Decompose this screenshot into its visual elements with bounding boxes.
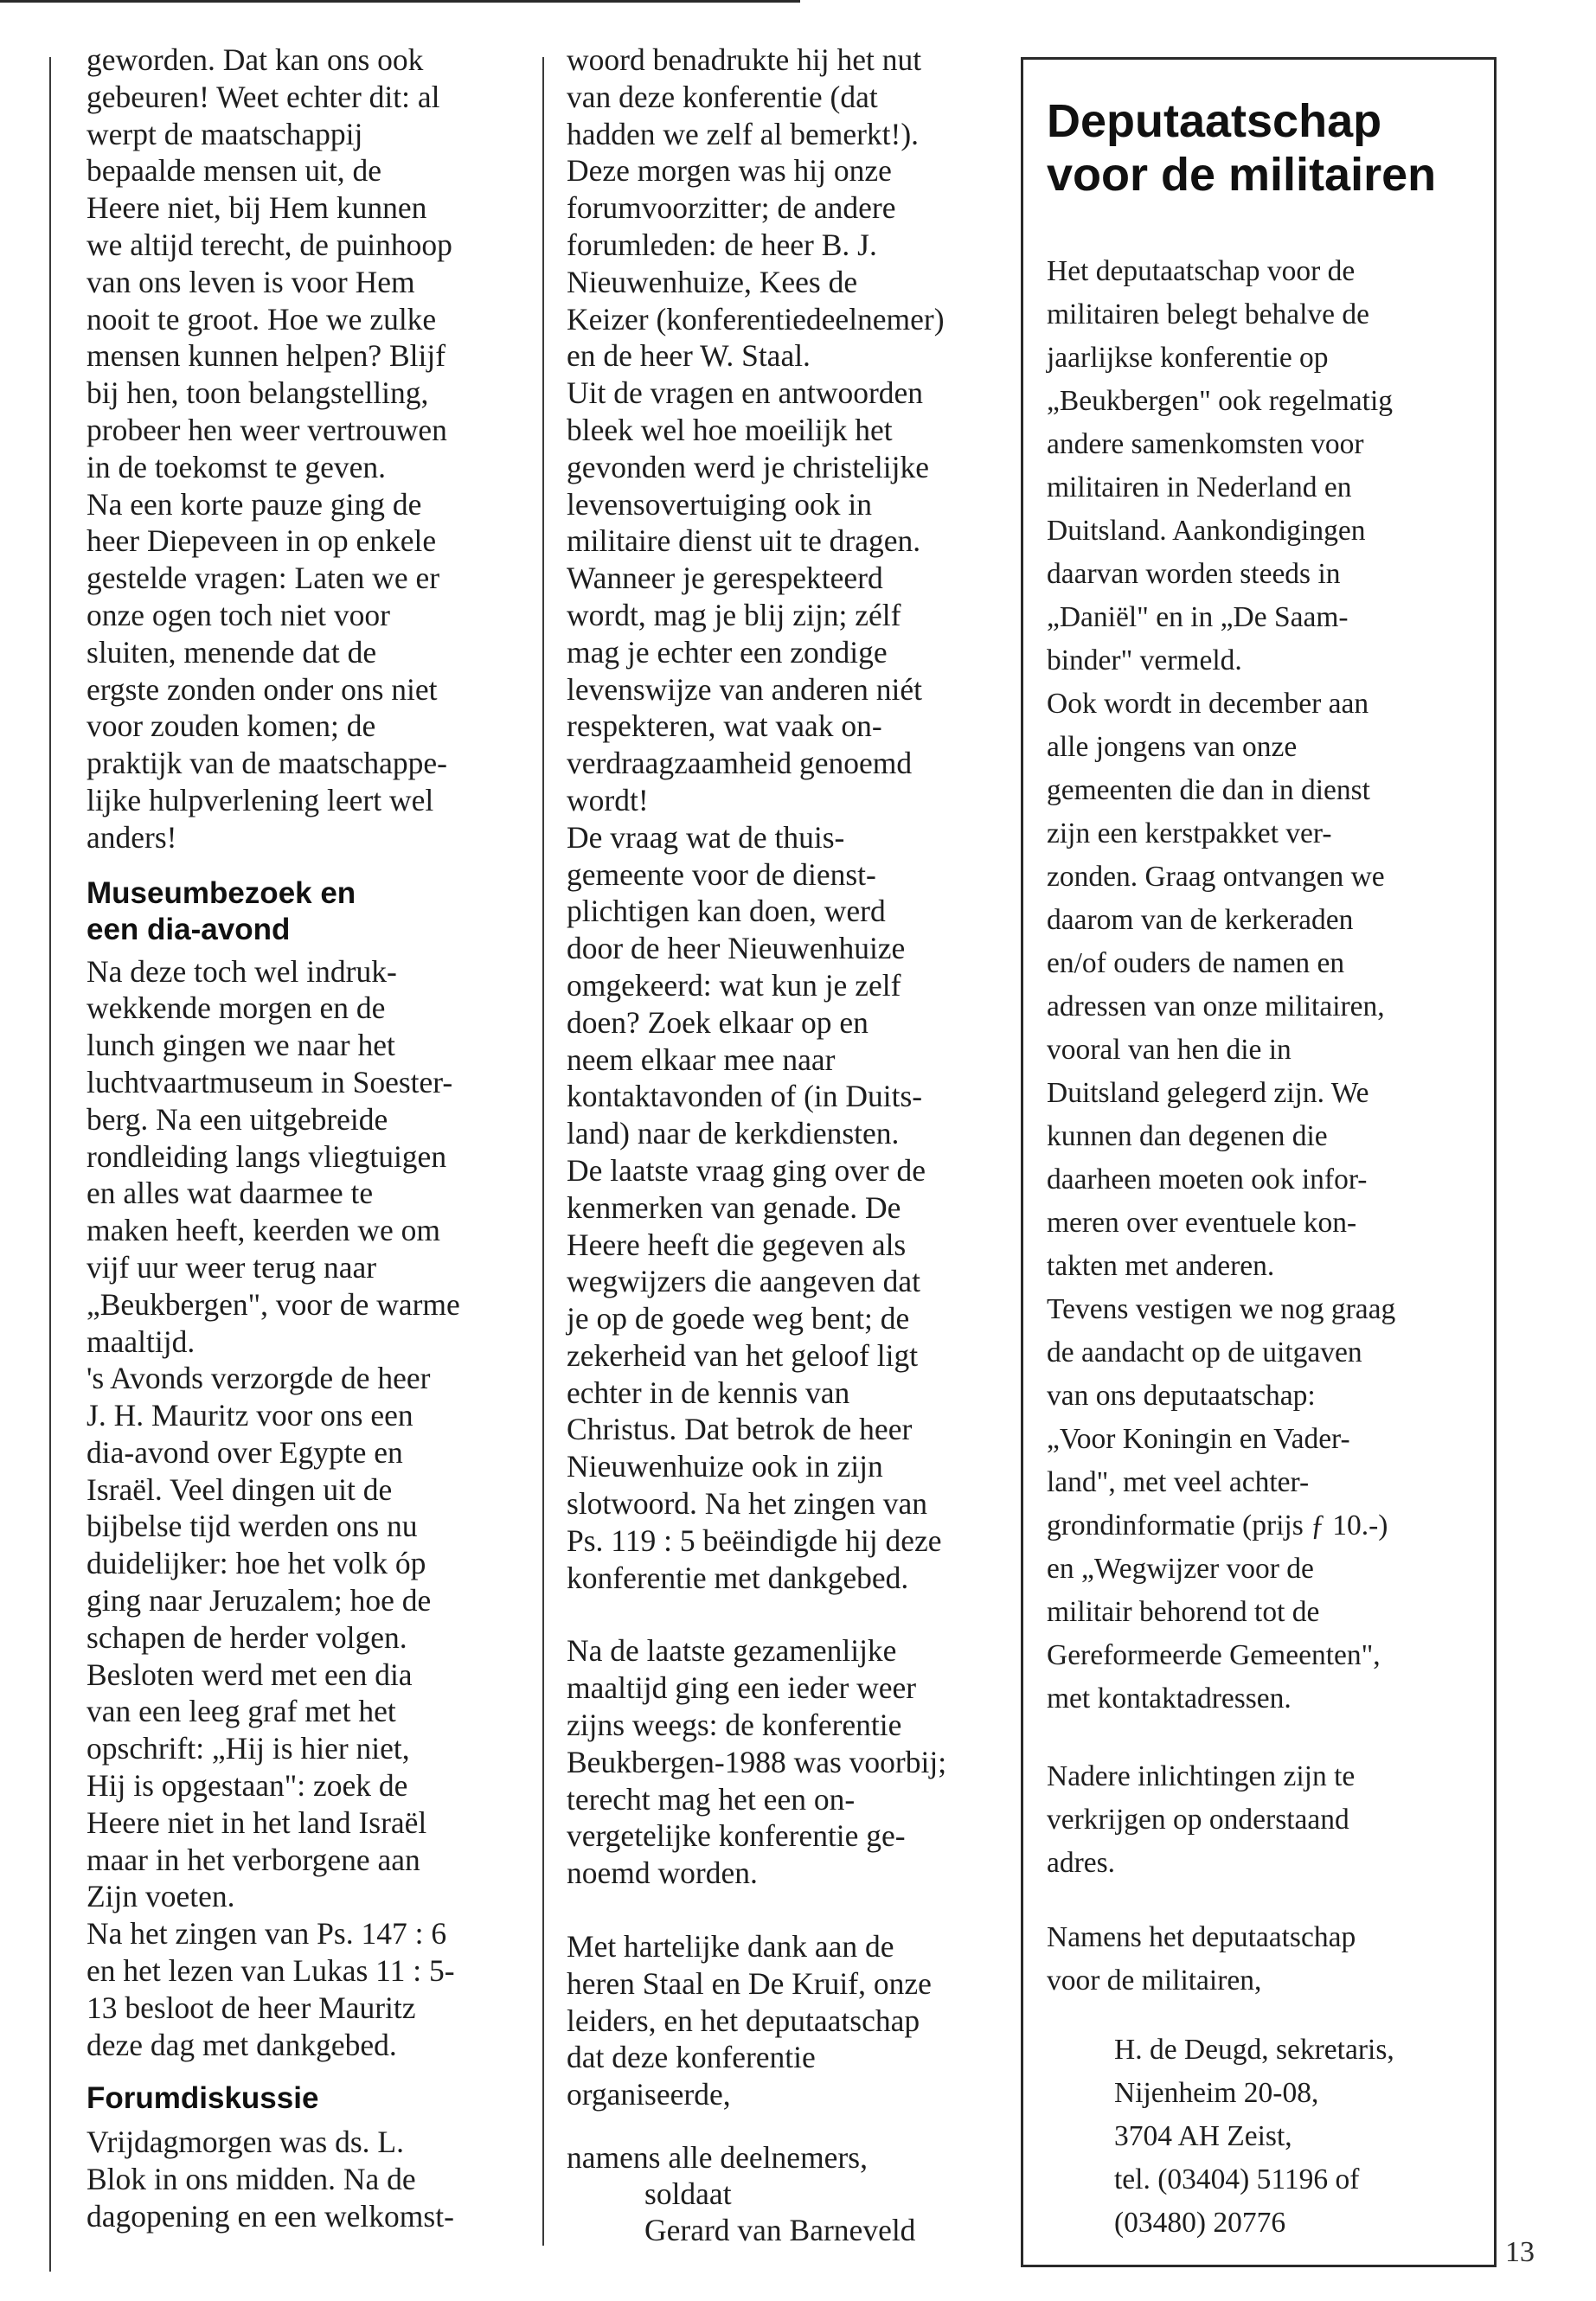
text-line: bleek wel hoe moeilijk het [567,412,893,447]
text-line: hadden we zelf al bemerkt!). [567,116,920,151]
article-text-col1-part3 [87,2124,519,2234]
sidebar-box-title [1047,94,1482,202]
text-line: meren over eventuele kon- [1047,1207,1357,1239]
text-line: rondleiding langs vliegtuigen [87,1138,447,1174]
text-line: De vraag wat de thuis- [567,819,845,855]
section-heading-museumbezoek [87,875,519,948]
text-line: Hij is opgestaan": zoek de [87,1768,408,1804]
text-line: forumleden: de heer B. J. [567,227,877,262]
text-line: organiseerde, [567,2077,731,2112]
contact-address [1114,2029,1482,2245]
text-line: Na een korte pauze ging de [87,486,422,522]
text-line: de aandacht op de uitgaven [1047,1336,1362,1368]
text-line: takten met anderen. [1047,1250,1275,1282]
text-line: heren Staal en De Kruif, onze [567,1965,932,2001]
column-one [87,42,519,2235]
text-line: land", met veel achter- [1047,1466,1310,1498]
article-text-col1-part1 [87,42,519,856]
text-line: Nieuwenhuize, Kees de [567,264,858,299]
text-line: andere samenkomsten voor [1047,428,1364,460]
heading-line: een dia-avond [87,912,291,946]
article-text-col1-part2 [87,953,519,2064]
text-line: verkrijgen op onderstaand [1047,1804,1349,1836]
text-line: vooral van hen die in [1047,1034,1292,1066]
text-line: land) naar de kerkdiensten. [567,1116,900,1151]
text-line: Na het zingen van Ps. 147 : 6 [87,1916,447,1952]
text-line: woord benadrukte hij het nut [567,42,922,77]
text-line: en „Wegwijzer voor de [1047,1553,1314,1585]
text-line: daarom van de kerkeraden [1047,904,1354,936]
text-line: anders! [87,819,177,855]
page-number: 13 [1505,2236,1535,2268]
text-line: terecht mag het een on- [567,1781,856,1817]
text-line: opschrift: „Hij is hier niet, [87,1731,410,1766]
text-line: binder" vermeld. [1047,644,1242,676]
text-line: kenmerken van genade. De [567,1189,901,1225]
text-line: Duitsland gelegerd zijn. We [1047,1077,1369,1109]
article-text-col2-part3 [567,1928,999,2113]
text-line: ergste zonden onder ons niet [87,671,438,707]
text-line: gemeente voor de dienst- [567,856,876,892]
text-line: werpt de maatschappij [87,116,363,151]
text-line: militairen in Nederland en [1047,471,1352,503]
signature-block [567,2139,999,2248]
text-line: met kontaktadressen. [1047,1682,1292,1715]
text-line: Duitsland. Aankondigingen [1047,515,1366,547]
text-line: neem elkaar mee naar [567,1042,836,1077]
text-line: respekteren, wat vaak on- [567,708,882,744]
text-line: lunch gingen we naar het [87,1028,395,1063]
text-line: schapen de herder volgen. [87,1619,407,1655]
text-line: en het lezen van Lukas 11 : 5- [87,1953,455,1989]
text-line: berg. Na een uitgebreide [87,1101,388,1137]
text-line: we altijd terecht, de puinhoop [87,227,452,262]
text-line: Besloten werd met een dia [87,1657,413,1692]
text-line: dat deze konferentie [567,2040,816,2075]
text-line: Vrijdagmorgen was ds. L. [87,2125,404,2160]
text-line: Beukbergen-1988 was voorbij; [567,1744,947,1779]
text-line: mag je echter een zondige [567,634,888,670]
text-line: mensen kunnen helpen? Blijf [87,338,446,374]
text-line: kontaktavonden of (in Duits- [567,1079,923,1114]
text-line: Israël. Veel dingen uit de [87,1471,393,1507]
text-line: gemeenten die dan in dienst [1047,774,1370,806]
text-line: echter in de kennis van [567,1375,850,1410]
text-line: wordt! [567,782,649,817]
text-line: levenswijze van anderen niét [567,671,923,707]
text-line: en/of ouders de namen en [1047,947,1345,979]
text-line: 's Avonds verzorgde de heer [87,1361,431,1396]
text-line: vijf uur weer terug naar [87,1249,377,1285]
text-line: militair behorend tot de [1047,1596,1320,1628]
text-line: kunnen dan degenen die [1047,1120,1328,1152]
section-heading-forumdiskussie: Forumdiskussie [87,2081,319,2116]
text-line: vergetelijke konferentie ge- [567,1818,906,1854]
signature-role: soldaat [644,2176,732,2212]
signature-line: namens alle deelnemers, [567,2140,868,2176]
text-line: noemd worden. [567,1856,758,1891]
text-line: (03480) 20776 [1114,2207,1286,2239]
text-line: maaltijd ging een ieder weer [567,1670,917,1706]
text-line: gestelde vragen: Laten we er [87,561,440,596]
text-line: Keizer (konferentiedeelnemer) [567,301,945,336]
text-line: tel. (03404) 51196 of [1114,2163,1360,2195]
top-rule [0,0,800,3]
text-line: onze ogen toch niet voor [87,597,390,632]
text-line: luchtvaartmuseum in Soester- [87,1064,453,1099]
text-line: levensovertuiging ook in [567,486,872,522]
heading-line: Museumbezoek en [87,875,356,910]
sidebar-text-part3 [1047,1916,1482,2003]
text-line: bijbelse tijd werden ons nu [87,1509,418,1544]
text-line: Nadere inlichtingen zijn te [1047,1760,1356,1792]
text-line: probeer hen weer vertrouwen [87,412,447,447]
text-line: Heere niet, bij Hem kunnen [87,190,427,226]
text-line: zekerheid van het geloof ligt [567,1337,919,1373]
text-line: Gereformeerde Gemeenten", [1047,1639,1381,1671]
text-line: voor zouden komen; de [87,708,376,744]
text-line: Nijenheim 20-08, [1114,2077,1319,2109]
text-line: lijke hulpverlening leert wel [87,782,434,817]
text-line: wordt, mag je blij zijn; zélf [567,597,901,632]
signature-name: Gerard van Barneveld [644,2213,916,2248]
text-line: voor de militairen, [1047,1965,1262,1997]
text-line: van ons leven is voor Hem [87,264,415,299]
text-line: in de toekomst te geven. [87,449,387,484]
text-line: „Beukbergen" ook regelmatig [1047,385,1394,417]
text-line: dia-avond over Egypte en [87,1434,403,1470]
text-line: Wanneer je gerespekteerd [567,561,883,596]
text-line: Blok in ons midden. Na de [87,2162,416,2197]
left-margin-rule [49,57,51,2272]
text-line: bepaalde mensen uit, de [87,153,382,189]
text-line: Heere heeft die gegeven als [567,1227,907,1262]
text-line: gevonden werd je christelijke [567,449,929,484]
text-line: grondinformatie (prijs ƒ 10.-) [1047,1509,1388,1541]
sidebar-box-body [1047,250,1482,2245]
text-line: maaltijd. [87,1324,195,1359]
text-line: wegwijzers die aangeven dat [567,1264,921,1299]
text-line: Nieuwenhuize ook in zijn [567,1449,883,1484]
title-line: voor de militairen [1047,149,1437,201]
column-divider-rule [542,57,544,2246]
text-line: Met hartelijke dank aan de [567,1929,894,1965]
text-line: maar in het verborgene aan [87,1842,420,1877]
text-line: leiders, en het deputaatschap [567,2003,920,2038]
text-line: zijns weegs: de konferentie [567,1708,902,1743]
text-line: 3704 AH Zeist, [1114,2120,1292,2152]
text-line: adressen van onze militairen, [1047,990,1385,1022]
text-line: heer Diepeveen in op enkele [87,523,437,559]
text-line: en alles wat daarmee te [87,1176,374,1211]
text-line: zonden. Graag ontvangen we [1047,861,1385,893]
text-line: „Daniël" en in „De Saam- [1047,601,1349,633]
text-line: verdraagzaamheid genoemd [567,746,913,781]
text-line: militairen belegt behalve de [1047,298,1369,330]
text-line: konferentie met dankgebed. [567,1560,909,1595]
text-line: De laatste vraag ging over de [567,1152,926,1188]
article-text-col2-part1 [567,42,999,1596]
text-line: doen? Zoek elkaar op en [567,1004,869,1040]
text-line: Ook wordt in december aan [1047,688,1369,720]
text-line: adres. [1047,1847,1116,1879]
text-line: duidelijker: hoe het volk óp [87,1546,426,1581]
text-line: Tevens vestigen we nog graag [1047,1293,1396,1325]
text-line: geworden. Dat kan ons ook [87,42,424,77]
text-line: Zijn voeten. [87,1879,235,1914]
column-two [567,42,999,2248]
text-line: sluiten, menende dat de [87,634,377,670]
text-line: deze dag met dankgebed. [87,2027,397,2062]
text-line: nooit te groot. Hoe we zulke [87,301,437,336]
text-line: van een leeg graf met het [87,1694,396,1729]
text-line: praktijk van de maatschappe- [87,746,447,781]
text-line: van deze konferentie (dat [567,79,878,114]
text-line: J. H. Mauritz voor ons een [87,1398,413,1433]
text-line: daarheen moeten ook infor- [1047,1163,1368,1195]
text-line: jaarlijkse konferentie op [1047,342,1329,374]
text-line: forumvoorzitter; de andere [567,190,896,226]
text-line: Ps. 119 : 5 beëindigde hij deze [567,1522,942,1558]
text-line: alle jongens van onze [1047,731,1298,763]
text-line: H. de Deugd, sekretaris, [1114,2034,1394,2066]
text-line: Heere niet in het land Israël [87,1804,427,1840]
sidebar-box-inner [1047,94,1482,2245]
sidebar-text-part2 [1047,1755,1482,1885]
text-line: je op de goede weg bent; de [567,1301,910,1336]
text-line: ging naar Jeruzalem; hoe de [87,1583,432,1618]
text-line: „Beukbergen", voor de warme [87,1286,460,1322]
sidebar-box-deputaatschap [1021,57,1497,2267]
text-line: door de heer Nieuwenhuize [567,931,906,966]
text-line: omgekeerd: wat kun je zelf [567,967,901,1003]
text-line: Het deputaatschap voor de [1047,255,1356,287]
text-line: en de heer W. Staal. [567,338,811,374]
text-line: „Voor Koningin en Vader- [1047,1423,1350,1455]
text-line: plichtigen kan doen, werd [567,894,886,929]
text-line: gebeuren! Weet echter dit: al [87,79,440,114]
text-line: Uit de vragen en antwoorden [567,375,924,411]
text-line: zijn een kerstpakket ver- [1047,817,1332,849]
text-line: militaire dienst uit te dragen. [567,523,921,559]
text-line: Na deze toch wel indruk- [87,953,397,989]
text-line: maken heeft, keerden we om [87,1213,441,1248]
sidebar-text-part1 [1047,250,1482,1721]
text-line: daarvan worden steeds in [1047,558,1341,590]
text-line: slotwoord. Na het zingen van [567,1486,928,1522]
text-line: Na de laatste gezamenlijke [567,1633,897,1669]
text-line: dagopening en een welkomst- [87,2199,454,2234]
text-line: Christus. Dat betrok de heer [567,1412,913,1447]
text-line: wekkende morgen en de [87,990,386,1026]
text-line: van ons deputaatschap: [1047,1380,1316,1412]
title-line: Deputaatschap [1047,95,1382,147]
text-line: Namens het deputaatschap [1047,1921,1356,1953]
text-line: Deze morgen was hij onze [567,153,892,189]
article-text-col2-part2 [567,1632,999,1892]
text-line: bij hen, toon belangstelling, [87,375,429,411]
text-line: 13 besloot de heer Mauritz [87,1990,416,2025]
